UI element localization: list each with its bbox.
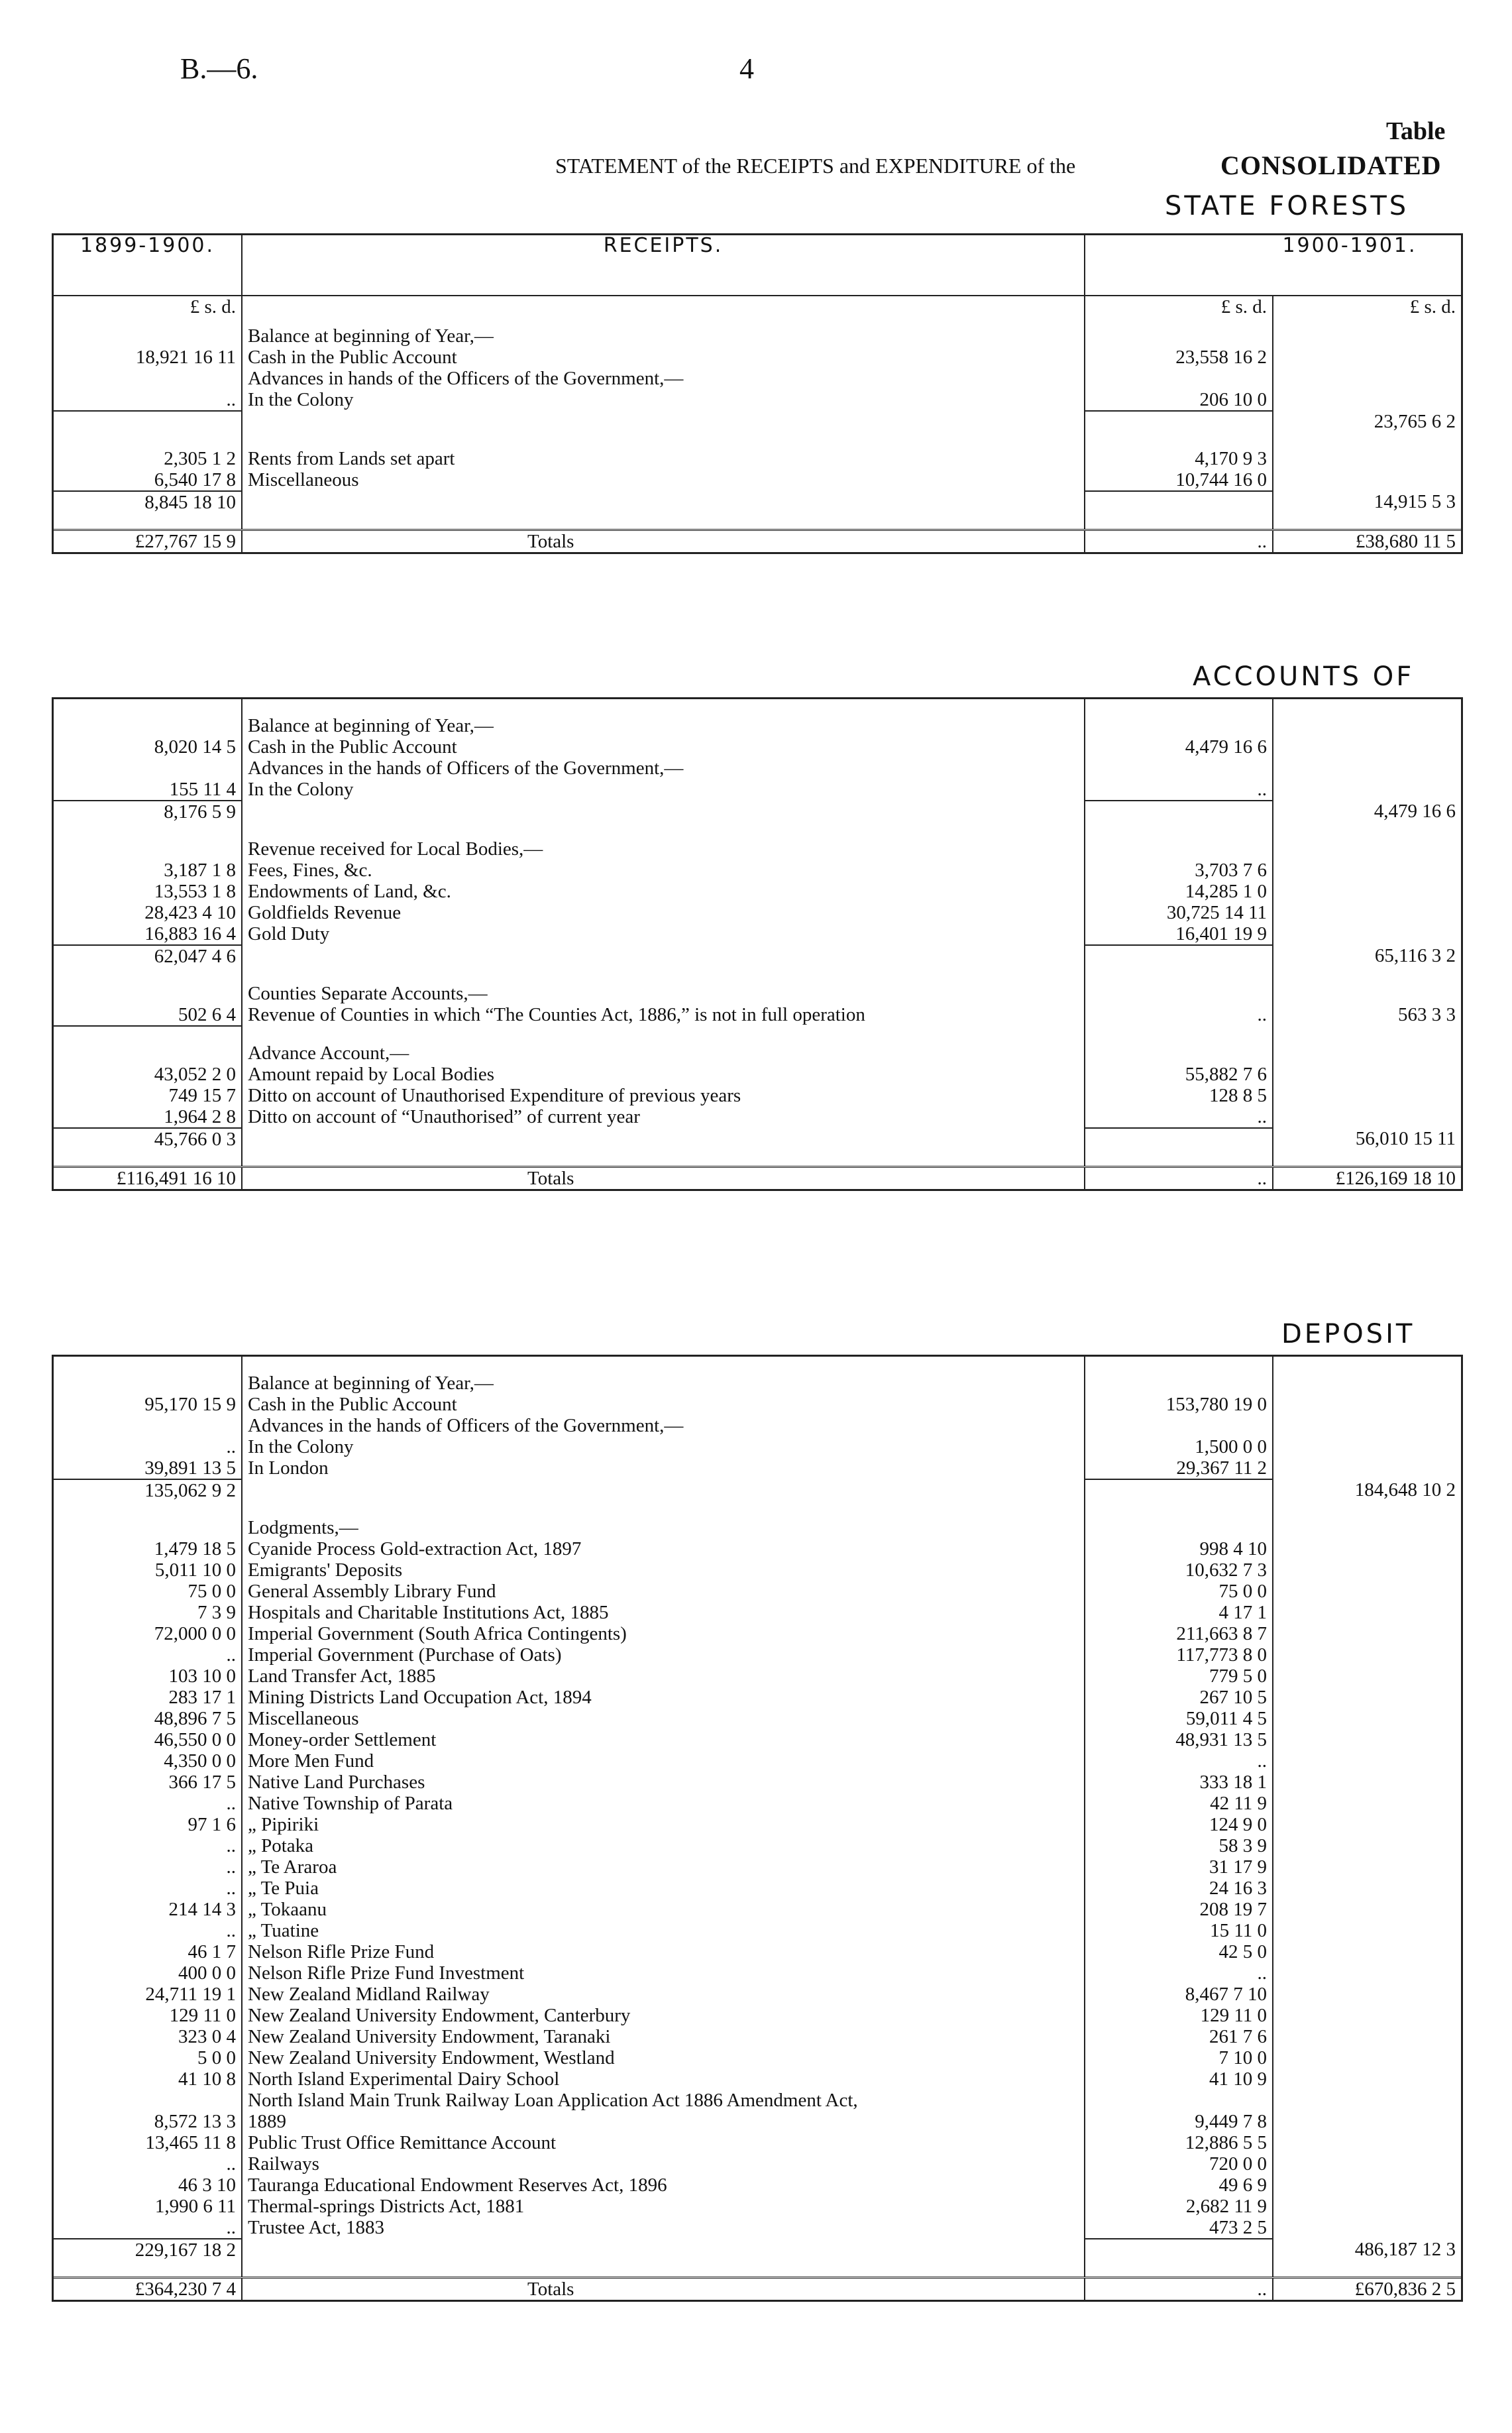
table-row: 13,553 1 8 Endowments of Land, &c. 14,285 1 0 [54,881,1461,902]
table-row: 5 0 0 New Zealand University Endowment, Westland 7 10 0 [54,2047,1461,2068]
page-ref: B.—6. [180,52,258,85]
table-row: 229,167 18 2 486,187 12 3 [54,2239,1461,2261]
table-row: 16,883 16 4 Gold Duty 16,401 19 9 [54,923,1461,945]
table-row: 366 17 5 Native Land Purchases 333 18 1 [54,1772,1461,1793]
table-row: .. „ Potaka 58 3 9 [54,1835,1461,1856]
table-row: North Island Main Trunk Railway Loan Application Act 1886 Amendment Act, [54,2090,1461,2111]
state-forests-table [52,233,1463,554]
table-row: 135,062 9 2 184,648 10 2 [54,1479,1461,1501]
table-row: .. Trustee Act, 1883 473 2 5 [54,2217,1461,2239]
unit-label: £ s. d. [1273,296,1461,325]
col-receipts: RECEIPTS. [242,235,1085,296]
table-row: 8,176 5 9 4,479 16 6 [54,801,1461,822]
section-title-deposit: DEPOSIT [1281,1319,1415,1349]
table-row: 129 11 0 New Zealand University Endowment, Canterbury 129 11 0 [54,2005,1461,2026]
table-row: 48,896 7 5 Miscellaneous 59,011 4 5 [54,1708,1461,1729]
table-row: 75 0 0 General Assembly Library Fund 75 0 0 [54,1581,1461,1602]
totals-row: £364,230 7 4 Totals .. £670,836 2 5 [54,2278,1461,2300]
table-row: 214 14 3 „ Tokaanu 208 19 7 [54,1899,1461,1920]
table-row: 400 0 0 Nelson Rifle Prize Fund Investment .. [54,1962,1461,1984]
table-row: 28,423 4 10 Goldfields Revenue 30,725 14 11 [54,902,1461,923]
table-row: 8,020 14 5 Cash in the Public Account 4,479 16 6 [54,736,1461,758]
deposit-table: Balance at beginning of Year,— 95,170 15 9 Cash in the Public Account 153,780 19 0 Advances in the hands of Officers of the Government,— .. In the Colony 1,500 0 0 39,891 13 5 In London 29,367 11 2 135,062 9 2 184,648 10 2 Lodgments,— 1,479 18 5 Cyanide Process Gold-extraction Act, 1897 998 4 10 5,011 10 0 Emigrants' Deposits 10,632 7 3 75 0 0 General Assembly Library Fund 75 0 0 7 3 9 Hospitals and Charitable Institutions Act, 1885 4 17 1 72,000 0 0 Imperial Government (South Africa Contingents) 211,663 8 7 .. Imperial Government (Purchase of Oats) 117,773 8 0 103 10 0 Land Transfer Act, 1885 779 5 0 283 17 1 Mining Districts Land Occupation Act, 1894 267 10 5 48,896 7 5 Miscellaneous 59,011 4 5 46,550 0 0 Money-order Settlement 48,931 13 5 4,350 0 0 More Men Fund .. 366 17 5 Native Land Purchases 333 18 1 .. Native Township of Parata 42 11 9 97 1 6 „ Pipiriki 124 9 0 .. „ Potaka 58 3 9 .. „ Te Araroa 31 17 9 .. „ Te Puia 24 16 3 214 14 3 „ Tokaanu 208 19 7 .. „ Tuatine 15 11 0 46 1 7 Nelson Rifle Prize Fund 42 5 0 400 0 0 Nelson Rifle Prize Fund Investment .. 24,711 19 1 New Zealand Midland Railway 8,467 7 10 129 11 0 New Zealand University Endowment, Canterbury 129 11 0 323 0 4 New Zealand University Endowment, Taranaki 261 7 6 5 0 0 New Zealand University Endowment, Westland 7 10 0 41 10 8 North Island Experimental Dairy School 41 10 9 North Island Main Trunk Railway Loan Application Act 1886 Amendment Act, 8,572 13 3 1889 9,449 7 8 13,465 11 8 Public Trust Office Remittance Account 12,886 5 5 .. Railways 720 0 0 46 3 10 Tauranga Educational Endowment Reserves Act, 1896 49 6 9 1,990 6 11 Thermal-springs Districts Act, 1881 2,682 11 9 .. Trustee Act, 1883 473 2 5 229,167 18 2 486,187 12 3 £364,230 7 4 Totals .. £670,836 2 5 [52,1355,1463,2302]
totals-label: Totals [527,2279,574,2300]
table-row: 24,711 19 1 New Zealand Midland Railway 8,467 7 10 [54,1984,1461,2005]
table-row: .. Native Township of Parata 42 11 9 [54,1793,1461,1814]
table-row: 8,572 13 3 1889 9,449 7 8 [54,2111,1461,2132]
table-row: 41 10 8 North Island Experimental Dairy School 41 10 9 [54,2068,1461,2090]
totals-label: Totals [527,531,574,552]
accounts-of-table: Balance at beginning of Year,— 8,020 14 5 Cash in the Public Account 4,479 16 6 Advances in the hands of Officers of the Government,— 155 11 4 In the Colony .. 8,176 5 9 4,479 16 6 Revenue received for Local Bodies,— 3,187 1 8 Fees, Fines, &c. 3,703 7 6 13,553 1 8 Endowments of Land, &c. 14,285 1 0 28,423 4 10 Goldfields Revenue 30,725 14 11 16,883 16 4 Gold Duty 16,401 19 9 62,047 4 6 65,116 3 2 Counties Separate Accounts,— 502 6 4 Revenue of Counties in which “The Counties Act, 1886,” is not in full operation .. 563 3 3 Advance Account,— 43,052 2 0 Amount repaid by Local Bodies 55,882 7 6 749 15 7 Ditto on account of Unauthorised Expenditure of previous years 128 8 5 1,964 2 8 Ditto on account of “Unauthorised” of current year .. 45,766 0 3 56,010 15 11 £116,491 16 10 Totals .. £126,169 18 10 [52,697,1463,1191]
table-row: 323 0 4 New Zealand University Endowment, Taranaki 261 7 6 [54,2026,1461,2047]
balance-heading: Balance at beginning of Year,— [242,325,1085,347]
table-row: 45,766 0 3 56,010 15 11 [54,1128,1461,1150]
table-label: Table [1386,117,1446,145]
table-row: 46,550 0 0 Money-order Settlement 48,931 13 5 [54,1729,1461,1750]
table-row: 1,964 2 8 Ditto on account of “Unauthorised” of current year .. [54,1106,1461,1128]
table-row: 6,540 17 8 Miscellaneous 10,744 16 0 [54,469,1461,491]
table-row: 3,187 1 8 Fees, Fines, &c. 3,703 7 6 [54,860,1461,881]
table-row: 749 15 7 Ditto on account of Unauthorised Expenditure of previous years 128 8 5 [54,1085,1461,1106]
table-row: 43,052 2 0 Amount repaid by Local Bodies 55,882 7 6 [54,1064,1461,1085]
table-row: 72,000 0 0 Imperial Government (South Africa Contingents) 211,663 8 7 [54,1623,1461,1644]
table-row: .. „ Tuatine 15 11 0 [54,1920,1461,1941]
page-number: 4 [739,52,754,85]
table-row: 8,845 18 10 14,915 5 3 [54,491,1461,513]
table-row: 23,765 6 2 [54,411,1461,432]
unit-label: £ s. d. [1085,296,1273,325]
unit-label: £ s. d. [54,296,242,325]
totals-label: Totals [527,1168,574,1189]
table-row: 62,047 4 6 65,116 3 2 [54,945,1461,967]
table-row: 18,921 16 11 Cash in the Public Account 23,558 16 2 [54,347,1461,368]
table-row: .. Imperial Government (Purchase of Oats) 117,773 8 0 [54,1644,1461,1666]
table-row: 39,891 13 5 In London 29,367 11 2 [54,1457,1461,1479]
table-row: .. Railways 720 0 0 [54,2153,1461,2175]
col-year-1899: 1899-1900. [54,235,242,296]
col-year-1900: 1900-1901. [1282,235,1417,257]
table-row: 4,350 0 0 More Men Fund .. [54,1750,1461,1772]
table-row: .. „ Te Puia 24 16 3 [54,1878,1461,1899]
table-row: 2,305 1 2 Rents from Lands set apart 4,170 9 3 [54,448,1461,469]
totals-row: £27,767 15 9 Totals .. £38,680 11 5 [54,530,1461,553]
totals-row: £116,491 16 10 Totals .. £126,169 18 10 [54,1167,1461,1190]
table-row: 103 10 0 Land Transfer Act, 1885 779 5 0 [54,1666,1461,1687]
table-row: .. „ Te Araroa 31 17 9 [54,1856,1461,1878]
table-row: 46 1 7 Nelson Rifle Prize Fund 42 5 0 [54,1941,1461,1962]
table-row: 5,011 10 0 Emigrants' Deposits 10,632 7 3 [54,1559,1461,1581]
lodgments-list [54,1538,1461,2239]
statement-title: STATEMENT of the RECEIPTS and EXPENDITURE of the [555,154,1076,178]
table-row: 1,990 6 11 Thermal-springs Districts Act, 1881 2,682 11 9 [54,2196,1461,2217]
fund-name: CONSOLIDATED [1220,150,1442,180]
section-title-state-forests: STATE FORESTS [1165,191,1409,221]
table-row: 95,170 15 9 Cash in the Public Account 153,780 19 0 [54,1394,1461,1415]
section-title-accounts-of: ACCOUNTS OF [1193,661,1415,692]
table-row: 46 3 10 Tauranga Educational Endowment Reserves Act, 1896 49 6 9 [54,2175,1461,2196]
table-row: 97 1 6 „ Pipiriki 124 9 0 [54,1814,1461,1835]
table-row: 155 11 4 In the Colony .. [54,779,1461,801]
table-row: .. In the Colony 206 10 0 [54,389,1461,411]
table-row: 502 6 4 Revenue of Counties in which “The Counties Act, 1886,” is not in full operation .. 563 3 3 [54,1004,1461,1026]
table-row: 1,479 18 5 Cyanide Process Gold-extraction Act, 1897 998 4 10 [54,1538,1461,1559]
table-row: 283 17 1 Mining Districts Land Occupation Act, 1894 267 10 5 [54,1687,1461,1708]
table-row: .. In the Colony 1,500 0 0 [54,1436,1461,1457]
advances-heading: Advances in hands of the Officers of the Government,— [242,368,1085,389]
table-row: 13,465 11 8 Public Trust Office Remittance Account 12,886 5 5 [54,2132,1461,2153]
table-row: 7 3 9 Hospitals and Charitable Institutions Act, 1885 4 17 1 [54,1602,1461,1623]
